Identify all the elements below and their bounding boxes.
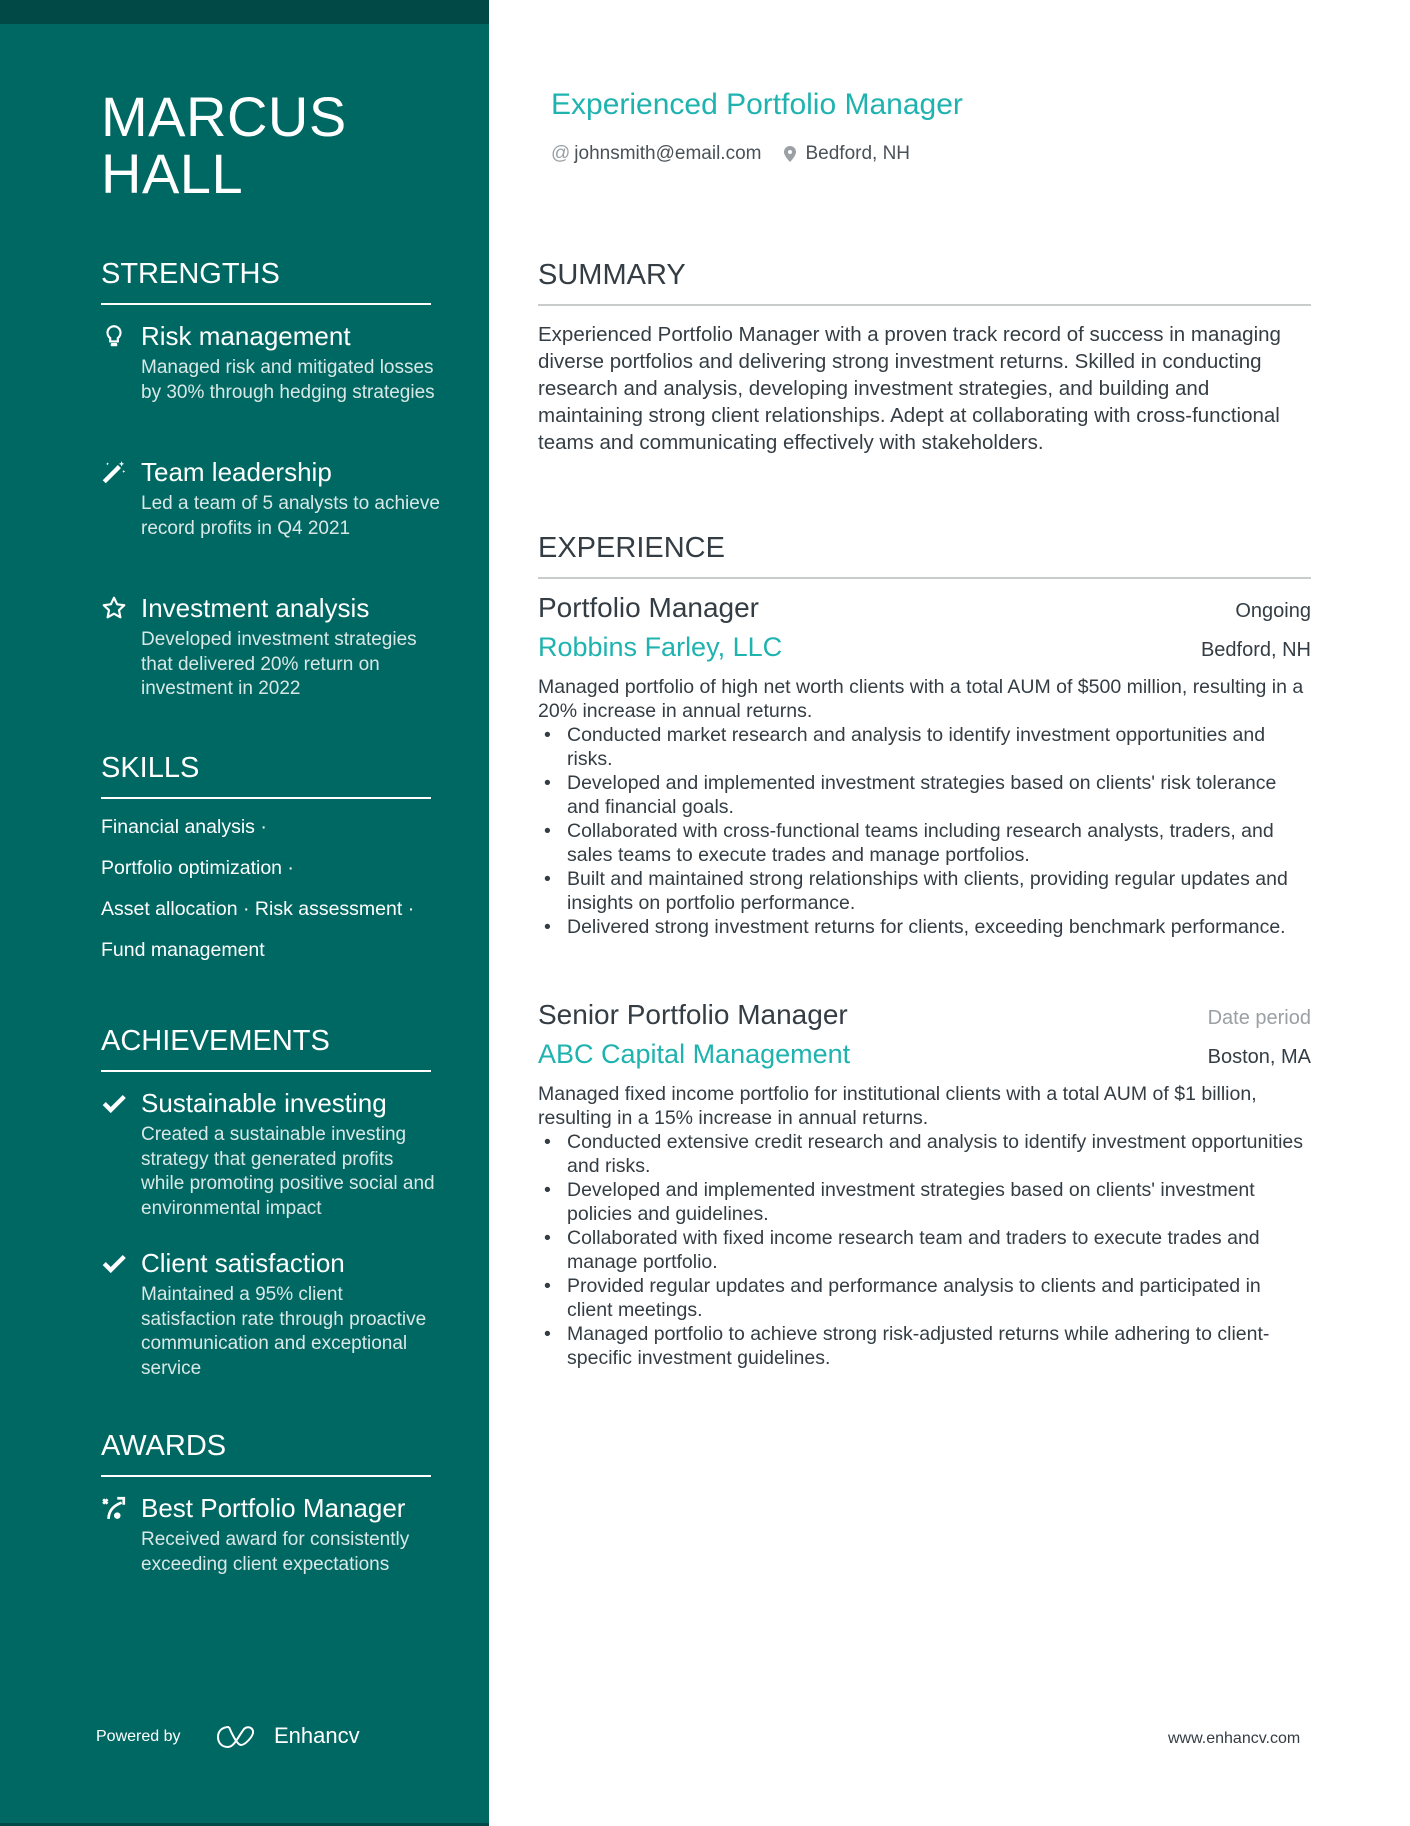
bullet: • Collaborated with cross-functional teams including research analysts, traders, and sales teams to execute trades and manage portfolios. <box>538 819 1311 867</box>
job-date: Date period <box>1207 1007 1311 1029</box>
experience-entry <box>538 592 1311 939</box>
at-icon: @ <box>551 143 571 164</box>
company-name: Robbins Farley, LLC <box>538 632 783 662</box>
email[interactable]: johnsmith@email.com <box>574 143 762 164</box>
location: Bedford, NH <box>805 143 911 164</box>
strength-item <box>101 592 441 702</box>
candidate-name <box>101 85 347 205</box>
bullet: • Conducted extensive credit research and analysis to identify investment opportunities and risks. <box>538 1130 1311 1178</box>
award-title: Best Portfolio Manager <box>141 1493 406 1523</box>
skill-line: Financial analysis · <box>101 816 267 838</box>
check-icon <box>101 1250 127 1276</box>
summary-text: Experienced Portfolio Manager with a proven track record of success in managing diverse portfolios and delivering strong investment returns. Skilled in conducting research and analysis, developing investment strategies, and building and maintaining strong client relationships. Adept at collaborating with cross-functional teams and communicating effectively with stakeholders. <box>538 323 1281 454</box>
company-name: ABC Capital Management <box>538 1039 851 1069</box>
sidebar-top-bar <box>0 0 489 24</box>
map-pin-icon <box>783 145 797 163</box>
magic-wand-icon <box>101 459 127 485</box>
awards-heading: AWARDS <box>101 1430 431 1477</box>
achievement-title: Client satisfaction <box>141 1248 345 1278</box>
award-item <box>101 1492 441 1577</box>
strategy-icon <box>101 1495 127 1521</box>
first-name: MARCUS <box>101 85 347 148</box>
job-location: Boston, MA <box>1207 1046 1311 1068</box>
job-title: Senior Portfolio Manager <box>538 999 848 1030</box>
check-icon <box>101 1090 127 1116</box>
bullet: • Delivered strong investment returns for clients, exceeding benchmark performance. <box>538 915 1311 939</box>
strength-item <box>101 320 441 405</box>
strength-desc: Developed investment strategies that delivered 20% return on investment in 2022 <box>141 629 417 699</box>
lightbulb-icon <box>101 323 127 349</box>
experience-entry <box>538 999 1311 1370</box>
strength-title: Investment analysis <box>141 593 370 623</box>
skill-line: Portfolio optimization · <box>101 857 294 879</box>
strength-title: Risk management <box>141 321 351 351</box>
powered-by-label: Powered by <box>96 1728 181 1745</box>
job-description: Managed portfolio of high net worth clients with a total AUM of $500 million, resulting in a 20% increase in annual returns. <box>538 676 1304 722</box>
job-bullets <box>538 1130 1311 1370</box>
strengths-heading: STRENGTHS <box>101 258 431 305</box>
contact-row <box>551 143 910 165</box>
star-icon <box>101 595 127 621</box>
bullet: • Developed and implemented investment strategies based on clients' investment policies and guidelines. <box>538 1178 1311 1226</box>
headline: Experienced Portfolio Manager <box>551 88 963 121</box>
achievement-item <box>101 1247 441 1381</box>
bullet: • Provided regular updates and performance analysis to clients and participated in client meetings. <box>538 1274 1311 1322</box>
award-desc: Received award for consistently exceeding client expectations <box>141 1529 410 1575</box>
skill-line: Fund management <box>101 939 265 961</box>
experience-heading: EXPERIENCE <box>538 532 1311 579</box>
bullet: • Managed portfolio to achieve strong risk-adjusted returns while adhering to client-specific investment guidelines. <box>538 1322 1311 1370</box>
bullet: • Conducted market research and analysis to identify investment opportunities and risks. <box>538 723 1311 771</box>
bullet: • Collaborated with fixed income research team and traders to execute trades and manage portfolio. <box>538 1226 1311 1274</box>
website-link[interactable]: www.enhancv.com <box>1168 1730 1301 1747</box>
job-location: Bedford, NH <box>1200 639 1311 661</box>
last-name: HALL <box>101 142 244 205</box>
job-title: Portfolio Manager <box>538 592 760 623</box>
job-bullets <box>538 723 1311 939</box>
job-date: Ongoing <box>1235 600 1311 622</box>
enhancv-brand: Enhancv <box>274 1723 360 1748</box>
bullet: • Built and maintained strong relationships with clients, providing regular updates and insights on portfolio performance. <box>538 867 1311 915</box>
skill-line: Asset allocation · Risk assessment · <box>101 898 415 920</box>
summary-heading: SUMMARY <box>538 259 1311 306</box>
strength-title: Team leadership <box>141 457 332 487</box>
achievement-desc: Created a sustainable investing strategy that generated profits while promoting positive social and environmental impact <box>141 1124 435 1219</box>
enhancv-logo-icon <box>215 1724 263 1750</box>
bullet: • Developed and implemented investment strategies based on clients' risk tolerance and financial goals. <box>538 771 1311 819</box>
strength-desc: Led a team of 5 analysts to achieve record profits in Q4 2021 <box>141 493 440 539</box>
achievements-heading: ACHIEVEMENTS <box>101 1025 431 1072</box>
strength-item <box>101 456 441 541</box>
achievement-title: Sustainable investing <box>141 1088 387 1118</box>
achievement-desc: Maintained a 95% client satisfaction rate through proactive communication and exceptional service <box>141 1284 427 1379</box>
skills-heading: SKILLS <box>101 752 431 799</box>
achievement-item <box>101 1087 441 1221</box>
job-description: Managed fixed income portfolio for institutional clients with a total AUM of $1 billion, resulting in a 15% increase in annual returns. <box>538 1083 1257 1129</box>
strength-desc: Managed risk and mitigated losses by 30% through hedging strategies <box>141 357 435 403</box>
